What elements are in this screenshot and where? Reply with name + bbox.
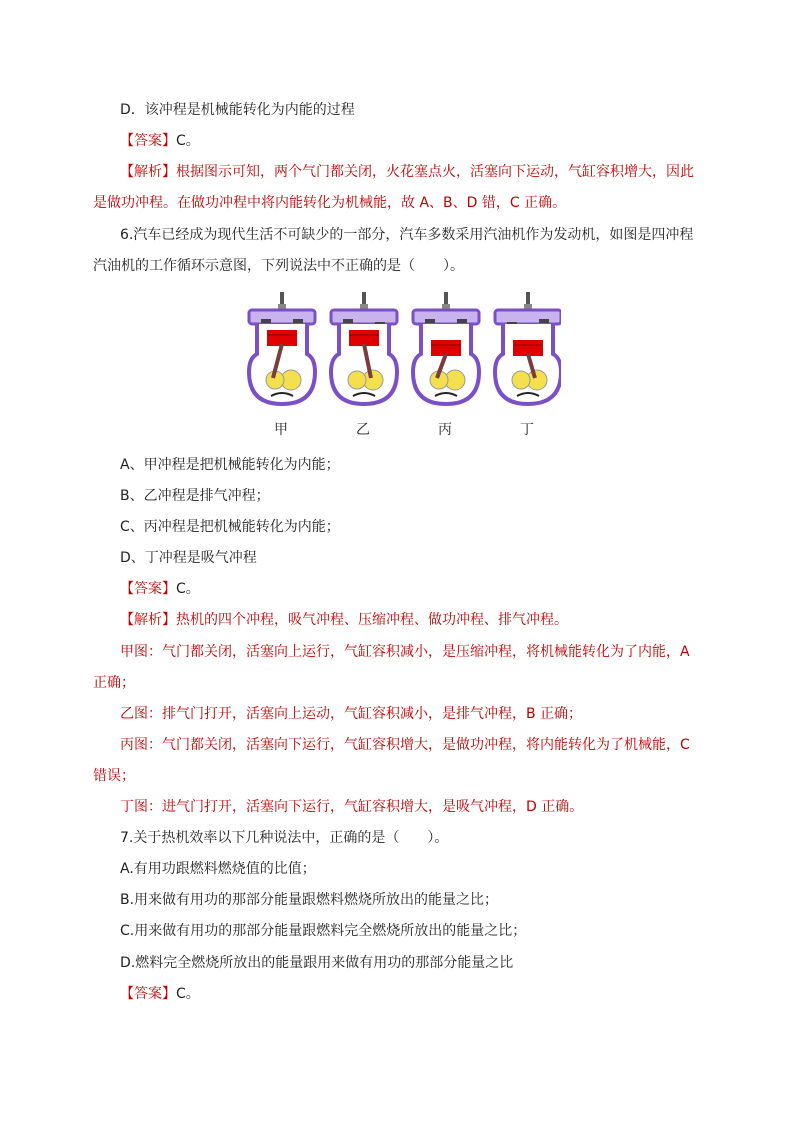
figure-label-yi: 乙 (356, 422, 370, 438)
figure-label-bing: 丙 (438, 422, 452, 438)
engine-diagrams (243, 292, 561, 412)
q5-analysis-line1 (120, 162, 694, 182)
answer-value: C。 (176, 986, 200, 1002)
q7-answer (120, 984, 200, 1004)
answer-tag: 【答案】 (120, 986, 176, 1002)
analysis-text: 根据图示可知，两个气门都关闭，火花塞点火，活塞向下运动，气缸容积增大，因此 (176, 164, 694, 180)
q7-option-d: D.燃料完全燃烧所放出的能量跟用来做有用功的那部分能量之比 (120, 955, 514, 971)
q6-jia-line1: 甲图：气门都关闭，活塞向上运行，气缸容积减小，是压缩冲程，将机械能转化为了内能，A (120, 644, 690, 660)
q7-option-a: A.有用功跟燃料燃烧值的比值； (120, 861, 316, 877)
figure-label-ding: 丁 (520, 422, 534, 438)
engine-2 (331, 292, 397, 404)
q6-stem-line1: 6.汽车已经成为现代生活不可缺少的一部分，汽车多数采用汽油机作为发动机，如图是四冲程 (120, 227, 694, 243)
q6-option-c: C、丙冲程是把机械能转化为内能； (120, 519, 340, 535)
analysis-tag: 【解析】 (120, 164, 176, 180)
q6-option-d: D、丁冲程是吸气冲程 (120, 550, 257, 566)
engine-3 (413, 292, 479, 404)
q6-ding-line: 丁图：进气门打开，活塞向下运行，气缸容积增大，是吸气冲程，D 正确。 (120, 799, 584, 815)
four-stroke-engine-figure (243, 292, 561, 440)
q6-option-a: A、甲冲程是把机械能转化为内能； (120, 457, 340, 473)
q6-bing-line1: 丙图：气门都关闭，活塞向下运行，气缸容积增大，是做功冲程，将内能转化为了机械能，C (120, 737, 690, 753)
answer-tag: 【答案】 (120, 133, 176, 149)
q7-option-c: C.用来做有用功的那部分能量跟燃料完全燃烧所放出的能量之比； (120, 923, 527, 939)
q6-option-b: B、乙冲程是排气冲程； (120, 488, 270, 504)
q5-answer (120, 131, 200, 151)
q5-option-d: D．该冲程是机械能转化为内能的过程 (120, 102, 355, 118)
engine-4 (495, 292, 561, 404)
analysis-text: 热机的四个冲程，吸气冲程、压缩冲程、做功冲程、排气冲程。 (176, 612, 568, 628)
q6-jia-line2: 正确； (93, 675, 135, 691)
answer-tag: 【答案】 (120, 581, 176, 597)
q6-yi-line: 乙图：排气门打开，活塞向上运动，气缸容积减小，是排气冲程，B 正确； (120, 706, 583, 722)
figure-label-jia: 甲 (274, 422, 288, 438)
q6-analysis-intro (120, 610, 568, 630)
answer-value: C。 (176, 133, 200, 149)
q6-stem-line2: 汽油机的工作循环示意图，下列说法中不正确的是（ ）。 (93, 258, 464, 274)
q5-analysis-line2: 是做功冲程。在做功冲程中将内能转化为机械能，故 A、B、D 错，C 正确。 (93, 195, 567, 211)
q6-answer (120, 579, 200, 599)
q6-bing-line2: 错误； (93, 768, 135, 784)
analysis-tag: 【解析】 (120, 612, 176, 628)
q7-stem: 7.关于热机效率以下几种说法中，正确的是（ ）。 (120, 830, 449, 846)
answer-value: C。 (176, 581, 200, 597)
engine-1 (249, 292, 315, 404)
q7-option-b: B.用来做有用功的那部分能量跟燃料燃烧所放出的能量之比； (120, 892, 499, 908)
